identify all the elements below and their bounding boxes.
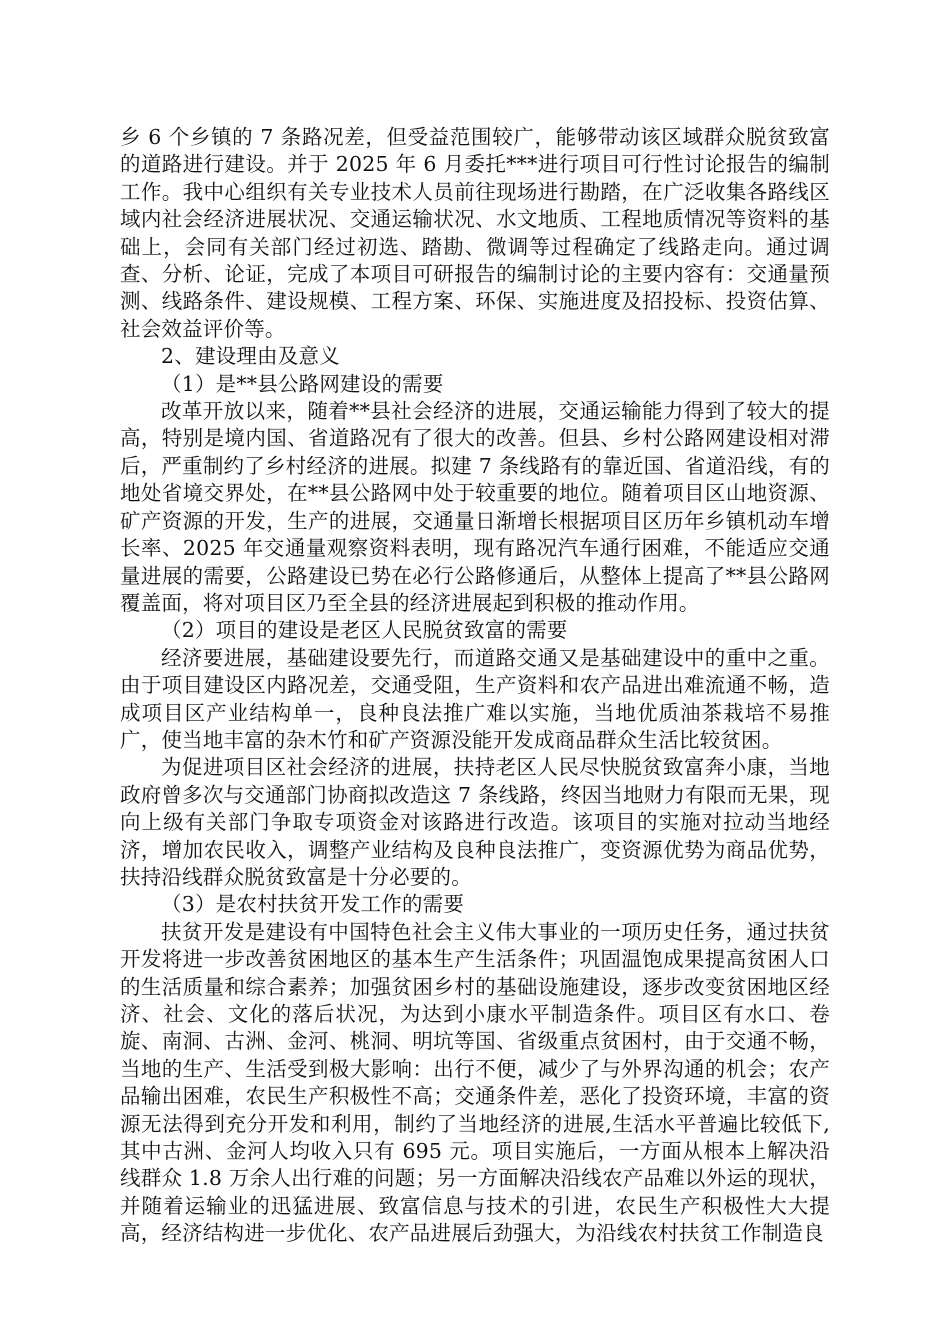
paragraph-promote-development: 为促进项目区社会经济的进展，扶持老区人民尽快脱贫致富奔小康，当地政府曾多次与交通部门协商拟改造这 7 条线路，终因当地财力有限而无果，现向上级有关部门争取专项资金对该路进行改造。该项目的实施对拉动当地经济，增加农民收入，调整产业结构及良种良法推广，变资源优势为商品优势，扶持沿线群众脱贫致富是十分必要的。 [120, 755, 830, 889]
paragraph-road-network: 改革开放以来，随着**县社会经济的进展，交通运输能力得到了较大的提高，特别是境内国、省道路况有了很大的改善。但县、乡村公路网建设相对滞后，严重制约了乡村经济的进展。拟建 7 条线路有的靠近国、省道沿线，有的地处省境交界处，在**县公路网中处于较重要的地位。随着项目区山地资源、矿产资源的开发，生产的进展，交通量日渐增长根据项目区历年乡镇机动车增长率、2025 年交通量观察资料表明，现有路况汽车通行困难，不能适应交通量进展的需要，公路建设已势在必行公路修通后，从整体上提高了**县公路网覆盖面，将对项目区乃至全县的经济进展起到积极的推动作用。 [120, 399, 830, 615]
subheading-road-network: （1）是**县公路网建设的需要 [161, 371, 444, 396]
paragraph-economy-infrastructure: 经济要进展，基础建设要先行，而道路交通又是基础建设中的重中之重。由于项目建设区内路况差，交通受阻，生产资料和农产品进出难流通不畅，造成项目区产业结构单一，良种良法推广难以实施，当地优质油茶栽培不易推广，使当地丰富的杂木竹和矿产资源没能开发成商品群众生活比较贫困。 [120, 645, 830, 752]
paragraph-continuation: 乡 6 个乡镇的 7 条路况差，但受益范围较广，能够带动该区域群众脱贫致富的道路进行建设。并于 2025 年 6 月委托***进行项目可行性讨论报告的编制工作。我中心组织有关专业技术人员前往现场进行勘踏，在广泛收集各路线区域内社会经济进展状况、交通运输状况、水文地质、工程地质情况等资料的基础上，会同有关部门经过初选、踏勘、微调等过程确定了线路走向。通过调查、分析、论证，完成了本项目可研报告的编制讨论的主要内容有：交通量预测、线路条件、建设规模、工程方案、环保、实施进度及招投标、投资估算、社会效益评价等。 [120, 125, 830, 341]
subheading-rural-poverty-alleviation: （3）是农村扶贫开发工作的需要 [161, 892, 465, 917]
paragraph-poverty-alleviation: 扶贫开发是建设有中国特色社会主义伟大事业的一项历史任务，通过扶贫开发将进一步改善贫困地区的基本生产生活条件；巩固温饱成果提高贫困人口的生活质量和综合素养；加强贫困乡村的基础设施建设，逐步改变贫困地区经济、社会、文化的落后状况，为达到小康水平制造条件。项目区有水口、卷旋、南洞、古洲、金河、桃洞、明坑等国、省级重点贫困村，由于交通不畅，当地的生产、生活受到极大影响：出行不便，减少了与外界沟通的机会；农产品输出困难，农民生产积极性不高；交通条件差，恶化了投资环境，丰富的资源无法得到充分开发和利用，制约了当地经济的进展,生活水平普遍比较低下,其中古洲、金河人均收入只有 695 元。项目实施后，一方面从根本上解决沿线群众 1.8 万余人出行难的问题；另一方面解决沿线农产品难以外运的现状，并随着运输业的迅猛进展、致富信息与技术的引进，农民生产积极性大大提高，经济结构进一步优化、农产品进展后劲强大，为沿线农村扶贫工作制造良 [120, 919, 830, 1246]
document-body [120, 124, 830, 1248]
subheading-poverty-relief-old-area: （2）项目的建设是老区人民脱贫致富的需要 [161, 618, 568, 643]
section-heading-reasons: 2、建设理由及意义 [161, 344, 340, 369]
